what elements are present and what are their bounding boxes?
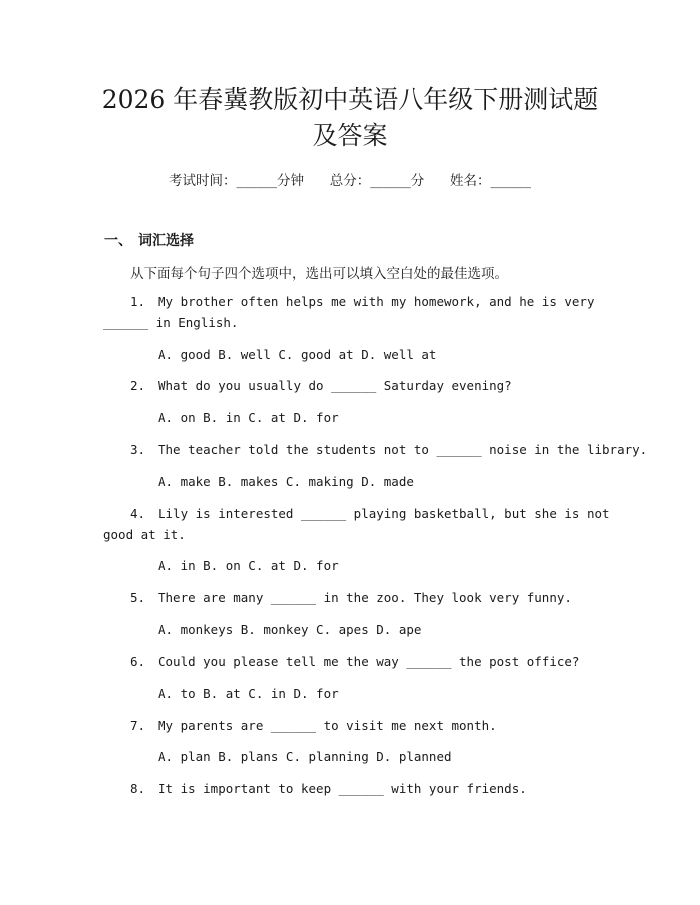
question-number: 1. bbox=[130, 294, 146, 309]
question-text: The teacher told the students not to ______ noise in the library. bbox=[158, 442, 648, 457]
question-1-options: A. good B. well C. good at D. well at bbox=[158, 347, 437, 362]
question-5-options: A. monkeys B. monkey C. apes D. ape bbox=[158, 622, 422, 637]
question-5 bbox=[130, 590, 572, 605]
section-number: 一、 bbox=[104, 233, 132, 249]
section-heading bbox=[104, 230, 194, 250]
question-2 bbox=[130, 378, 512, 393]
question-6 bbox=[130, 654, 579, 669]
question-number: 5. bbox=[130, 590, 146, 605]
question-number: 4. bbox=[130, 506, 146, 521]
question-3 bbox=[130, 442, 647, 457]
question-8 bbox=[130, 781, 527, 796]
question-number: 7. bbox=[130, 718, 146, 733]
question-4-continuation: good at it. bbox=[103, 527, 186, 542]
question-number: 2. bbox=[130, 378, 146, 393]
question-text: What do you usually do ______ Saturday evening? bbox=[158, 378, 512, 393]
exam-info: 考试时间：______分钟 总分：______分 姓名：______ bbox=[169, 173, 531, 189]
question-4 bbox=[130, 506, 610, 521]
question-1 bbox=[130, 294, 595, 309]
question-text: My brother often helps me with my homework, and he is very bbox=[158, 294, 595, 309]
section-title: 词汇选择 bbox=[138, 233, 194, 249]
question-text: My parents are ______ to visit me next month. bbox=[158, 718, 497, 733]
question-text: There are many ______ in the zoo. They look very funny. bbox=[158, 590, 572, 605]
question-number: 3. bbox=[130, 442, 146, 457]
question-2-options: A. on B. in C. at D. for bbox=[158, 410, 339, 425]
question-1-continuation: ______ in English. bbox=[103, 315, 239, 330]
document-title-line2: 及答案 bbox=[312, 121, 388, 150]
question-number: 8. bbox=[130, 781, 146, 796]
question-number: 6. bbox=[130, 654, 146, 669]
question-text: Could you please tell me the way ______ the post office? bbox=[158, 654, 580, 669]
section-intro: 从下面每个句子四个选项中，选出可以填入空白处的最佳选项。 bbox=[130, 266, 508, 282]
question-text: Lily is interested ______ playing basketball, but she is not bbox=[158, 506, 610, 521]
document-title-line1: 2026 年春冀教版初中英语八年级下册测试题 bbox=[101, 85, 599, 114]
question-4-options: A. in B. on C. at D. for bbox=[158, 558, 339, 573]
question-7 bbox=[130, 718, 497, 733]
question-text: It is important to keep ______ with your friends. bbox=[158, 781, 527, 796]
question-7-options: A. plan B. plans C. planning D. planned bbox=[158, 749, 452, 764]
question-3-options: A. make B. makes C. making D. made bbox=[158, 474, 414, 489]
question-6-options: A. to B. at C. in D. for bbox=[158, 686, 339, 701]
